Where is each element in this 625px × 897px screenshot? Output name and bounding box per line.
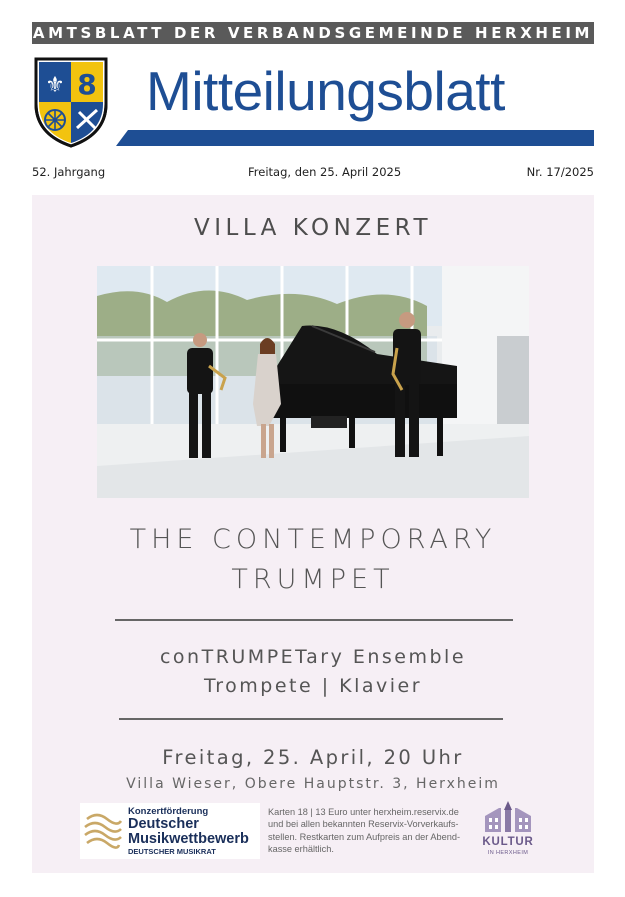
issue-date: Freitag, den 25. April 2025: [248, 165, 402, 179]
concert-title-line-2: TRUMPET: [231, 564, 395, 595]
sponsor-line-1: Konzertförderung: [128, 806, 209, 817]
publication-overline: AMTSBLATT DER VERBANDSGEMEINDE HERXHEIM: [32, 24, 594, 42]
sponsor-waves-icon: [83, 809, 123, 853]
volume-year: 52. Jahrgang: [32, 165, 106, 179]
series-title: VILLA KONZERT: [194, 215, 432, 241]
kultur-sub: IN HERXHEIM: [487, 850, 529, 856]
masthead-title: Mitteilungsblatt: [146, 60, 505, 122]
sponsor-line-4: DEUTSCHER MUSIKRAT: [128, 847, 216, 856]
divider-bottom: [119, 718, 503, 720]
issue-number: Nr. 17/2025: [526, 165, 594, 179]
concert-date-time: Freitag, 25. April, 20 Uhr: [162, 746, 464, 769]
concert-poster: [32, 195, 594, 873]
concert-venue: Villa Wieser, Obere Hauptstr. 3, Herxheim: [126, 776, 500, 792]
ensemble-photo: [97, 266, 529, 498]
svg-text:8: 8: [77, 68, 97, 101]
svg-text:⚜: ⚜: [45, 73, 65, 98]
kultur-word: KULTUR: [482, 836, 534, 848]
ticket-line-3: stellen. Restkarten zum Aufpreis an der Abend-: [268, 831, 461, 842]
sponsor-line-2: Deutscher: [128, 816, 199, 832]
instruments: Trompete | Klavier: [203, 675, 423, 697]
sponsor-logo: [80, 803, 260, 859]
sponsor-line-3: Musikwettbewerb: [128, 831, 249, 847]
ticket-line-4: kasse erhältlich.: [268, 844, 334, 855]
ticket-info: [268, 806, 488, 856]
masthead-rule: [116, 130, 594, 146]
issue-info-row: [32, 165, 594, 181]
ticket-line-1: Karten 18 | 13 Euro unter herxheim.reservix.de: [268, 807, 459, 817]
villa-building-icon: [479, 798, 537, 834]
concert-title-line-1: THE CONTEMPORARY: [129, 524, 497, 555]
ensemble-name: conTRUMPETary Ensemble: [159, 646, 467, 668]
kultur-logo: [479, 798, 537, 864]
ticket-line-2: und bei allen bekannten Reservix-Vorverkaufs-: [268, 819, 459, 830]
herxheim-coat-of-arms-icon: [33, 56, 109, 148]
divider-top: [115, 619, 513, 621]
